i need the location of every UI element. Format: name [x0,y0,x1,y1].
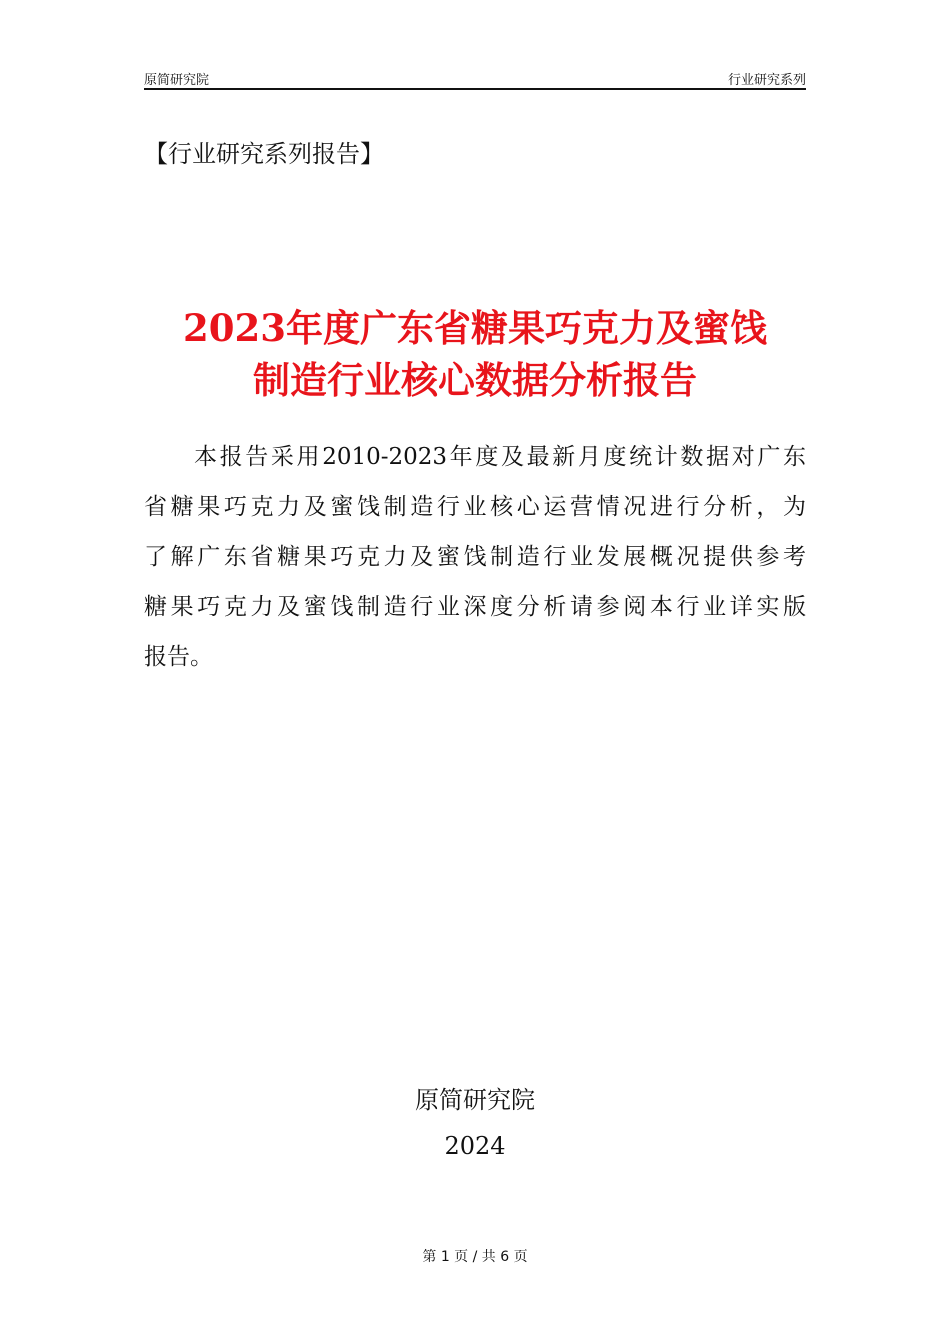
page-indicator: 第 1 页 / 共 6 页 [422,1249,528,1265]
publish-year: 2024 [444,1132,506,1160]
abstract-paragraph [144,432,806,682]
abstract-line: 省糖果巧克力及蜜饯制造行业核心运营情况进行分析，为 [144,494,806,520]
page-header [144,68,806,90]
abstract-line: 了解广东省糖果巧克力及蜜饯制造行业发展概况提供参考 [144,544,806,570]
header-series: 行业研究系列 [727,73,806,88]
title-line-2: 制造行业核心数据分析报告 [253,358,697,402]
publisher-name: 原简研究院 [415,1086,535,1114]
abstract-line: 糖果巧克力及蜜饯制造行业深度分析请参阅本行业详实版 [144,594,806,620]
header-publisher: 原简研究院 [144,73,210,88]
abstract-line: 本报告采用2010-2023年度及最新月度统计数据对广东 [194,444,806,470]
abstract-line: 报告。 [144,644,213,670]
title-line-1: 2023年度广东省糖果巧克力及蜜饯 [183,306,767,350]
report-title [0,302,950,406]
series-label: 【行业研究系列报告】 [144,140,384,168]
